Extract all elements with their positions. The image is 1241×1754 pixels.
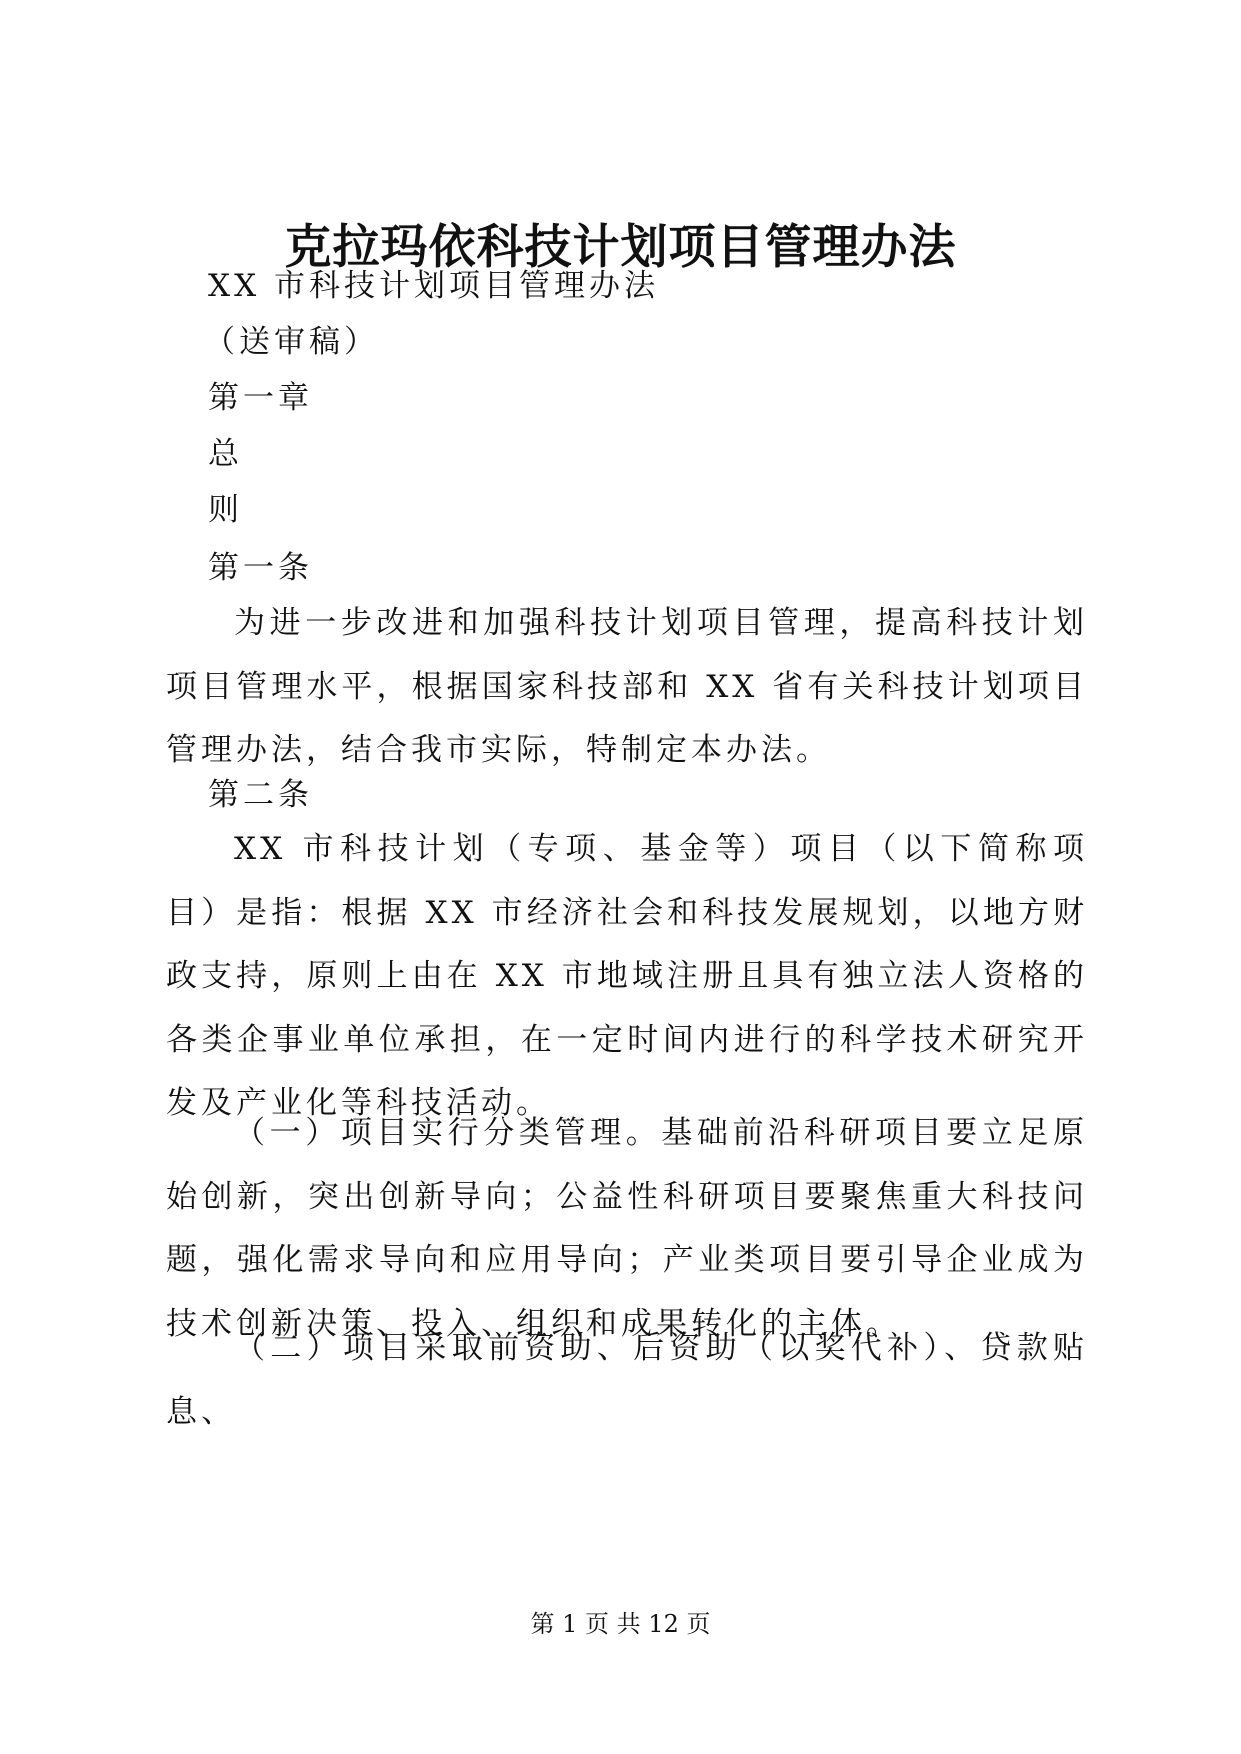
item-1-paragraph: （一）项目实行分类管理。基础前沿科研项目要立足原始创新，突出创新导向；公益性科研项目要聚焦重大科技问题，强化需求导向和应用导向；产业类项目要引导企业成为技术创新决策、投入、组织和成果转化的主体。 [166,1115,1088,1342]
article-2-heading: 第二条 [208,777,313,813]
draft-note: （送审稿） [204,324,379,360]
document-subtitle: XX 市科技计划项目管理办法 [208,268,659,304]
chapter-heading: 第一章 [208,380,313,416]
page-footer: 第 1 页 共 12 页 [530,1610,711,1638]
document-title: 克拉玛依科技计划项目管理办法 [284,220,957,275]
article-1-paragraph: 为进一步改进和加强科技计划项目管理，提高科技计划项目管理水平，根据国家科技部和 XX 省有关科技计划项目管理办法，结合我市实际，特制定本办法。 [166,605,1088,768]
item-2-paragraph: （二）项目采取前资助、后资助（以奖代补）、贷款贴息、 [166,1330,1088,1430]
article-2-paragraph: XX 市科技计划（专项、基金等）项目（以下简称项目）是指：根据 XX 市经济社会和科技发展规划，以地方财政支持，原则上由在 XX 市地域注册且具有独立法人资格的各类企事业单位承担，在一定时间内进行的科学技术研究开发及产业化等科技活动。 [166,831,1088,1121]
chapter-name-part-2: 则 [208,492,243,528]
chapter-name-part-1: 总 [208,436,243,472]
article-1-heading: 第一条 [208,550,313,586]
